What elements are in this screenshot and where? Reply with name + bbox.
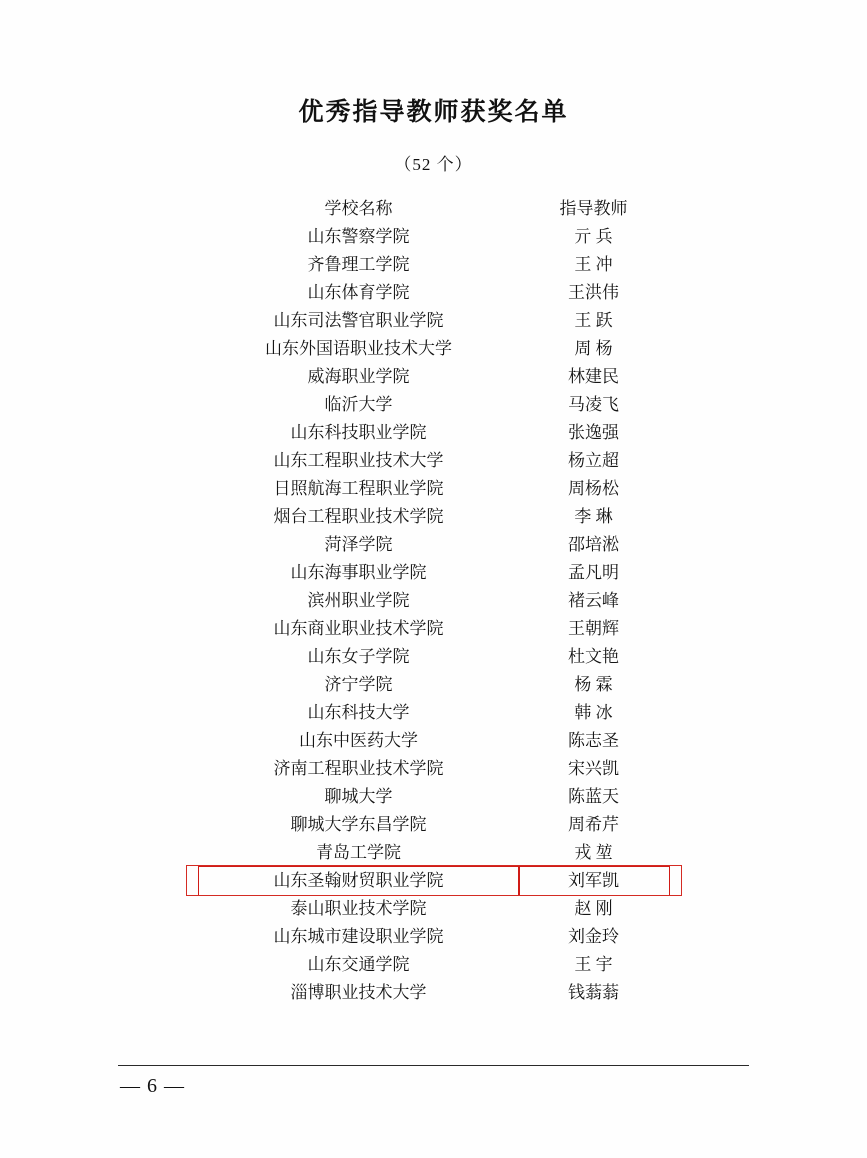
cell-school-name: 威海职业学院 bbox=[307, 367, 410, 386]
cell-teacher-name: 杨 霖 bbox=[574, 675, 613, 694]
cell-teacher-name: 杜文艳 bbox=[568, 647, 619, 666]
cell-teacher-name: 钱蓊蓊 bbox=[568, 983, 619, 1002]
table-row bbox=[199, 223, 669, 251]
table-row bbox=[199, 615, 669, 643]
cell-school-name: 淄博职业技术大学 bbox=[290, 983, 427, 1002]
page-number: — 6 — bbox=[120, 1075, 185, 1097]
cell-school-name: 滨州职业学院 bbox=[307, 591, 410, 610]
cell-teacher-name: 戎 堃 bbox=[574, 843, 613, 862]
table-row bbox=[199, 363, 669, 391]
cell-teacher-name: 周杨松 bbox=[568, 479, 619, 498]
table-row bbox=[199, 419, 669, 447]
table-row bbox=[199, 279, 669, 307]
cell-teacher-name: 周希芹 bbox=[568, 815, 619, 834]
cell-school-name: 山东科技职业学院 bbox=[290, 423, 427, 442]
award-list-table bbox=[199, 195, 669, 1007]
table-header bbox=[199, 195, 669, 223]
column-header-teacher: 指导教师 bbox=[559, 199, 628, 218]
page-title: 优秀指导教师获奖名单 bbox=[298, 99, 569, 126]
table-row bbox=[199, 503, 669, 531]
cell-teacher-name: 杨立超 bbox=[568, 451, 619, 470]
table-row bbox=[199, 391, 669, 419]
cell-teacher-name: 马凌飞 bbox=[568, 395, 619, 414]
cell-teacher-name: 亓 兵 bbox=[574, 227, 613, 246]
cell-school-name: 济宁学院 bbox=[324, 675, 393, 694]
award-list-table-wrapper bbox=[0, 195, 867, 1007]
table-row bbox=[199, 895, 669, 923]
table-row bbox=[199, 251, 669, 279]
table-row bbox=[199, 531, 669, 559]
cell-school-name: 山东司法警官职业学院 bbox=[273, 311, 444, 330]
cell-school-name: 山东海事职业学院 bbox=[290, 563, 427, 582]
cell-teacher-name: 赵 刚 bbox=[574, 899, 613, 918]
cell-school-name: 山东商业职业技术学院 bbox=[273, 619, 444, 638]
cell-teacher-name: 王 跃 bbox=[574, 311, 613, 330]
cell-school-name: 山东体育学院 bbox=[307, 283, 410, 302]
cell-school-name: 山东外国语职业技术大学 bbox=[265, 339, 452, 358]
cell-teacher-name: 王洪伟 bbox=[568, 283, 619, 302]
cell-teacher-name: 王 冲 bbox=[574, 255, 613, 274]
table-body bbox=[199, 223, 669, 1007]
cell-school-name: 烟台工程职业技术学院 bbox=[273, 507, 444, 526]
cell-school-name: 山东圣翰财贸职业学院 bbox=[199, 867, 519, 895]
cell-school-name: 青岛工学院 bbox=[316, 843, 401, 862]
table-row bbox=[199, 811, 669, 839]
table-row bbox=[199, 587, 669, 615]
cell-school-name: 日照航海工程职业学院 bbox=[273, 479, 444, 498]
cell-school-name: 山东交通学院 bbox=[307, 955, 410, 974]
cell-school-name: 山东城市建设职业学院 bbox=[273, 927, 444, 946]
table-row bbox=[199, 699, 669, 727]
cell-school-name: 临沂大学 bbox=[324, 395, 393, 414]
cell-school-name: 山东工程职业技术大学 bbox=[273, 451, 444, 470]
table-row bbox=[199, 335, 669, 363]
cell-teacher-name: 李 琳 bbox=[574, 507, 613, 526]
table-row bbox=[199, 643, 669, 671]
cell-teacher-name: 孟凡明 bbox=[568, 563, 619, 582]
table-row-highlighted bbox=[199, 867, 669, 895]
table-row bbox=[199, 755, 669, 783]
cell-school-name: 济南工程职业技术学院 bbox=[273, 759, 444, 778]
cell-teacher-name: 褚云峰 bbox=[568, 591, 619, 610]
cell-teacher-name: 张逸强 bbox=[568, 423, 619, 442]
cell-teacher-name: 邵培淞 bbox=[568, 535, 619, 554]
cell-teacher-name: 陈蓝天 bbox=[568, 787, 619, 806]
table-row bbox=[199, 839, 669, 867]
cell-teacher-name: 王 宇 bbox=[574, 955, 613, 974]
cell-teacher-name: 刘金玲 bbox=[568, 927, 619, 946]
cell-teacher-name: 韩 冰 bbox=[574, 703, 613, 722]
page-subtitle: （52 个） bbox=[394, 155, 473, 174]
table-row bbox=[199, 447, 669, 475]
column-header-school: 学校名称 bbox=[324, 199, 393, 218]
table-row bbox=[199, 951, 669, 979]
table-row bbox=[199, 671, 669, 699]
table-row bbox=[199, 727, 669, 755]
footer-divider bbox=[118, 1065, 749, 1066]
cell-school-name: 聊城大学 bbox=[324, 787, 393, 806]
table-row bbox=[199, 307, 669, 335]
table-header-row bbox=[199, 195, 669, 223]
cell-school-name: 山东中医药大学 bbox=[299, 731, 418, 750]
cell-teacher-name: 陈志圣 bbox=[568, 731, 619, 750]
cell-school-name: 山东科技大学 bbox=[307, 703, 410, 722]
cell-school-name: 泰山职业技术学院 bbox=[290, 899, 427, 918]
cell-teacher-name: 王朝辉 bbox=[568, 619, 619, 638]
table-row bbox=[199, 979, 669, 1007]
table-row bbox=[199, 559, 669, 587]
cell-school-name: 齐鲁理工学院 bbox=[307, 255, 410, 274]
table-row bbox=[199, 923, 669, 951]
cell-teacher-name: 宋兴凯 bbox=[568, 759, 619, 778]
table-row bbox=[199, 475, 669, 503]
cell-school-name: 聊城大学东昌学院 bbox=[290, 815, 427, 834]
cell-school-name: 菏泽学院 bbox=[324, 535, 393, 554]
cell-teacher-name: 林建民 bbox=[568, 367, 619, 386]
table-row bbox=[199, 783, 669, 811]
cell-school-name: 山东女子学院 bbox=[307, 647, 410, 666]
cell-teacher-name: 周 杨 bbox=[574, 339, 613, 358]
cell-teacher-name: 刘军凯 bbox=[519, 867, 669, 895]
cell-school-name: 山东警察学院 bbox=[307, 227, 410, 246]
